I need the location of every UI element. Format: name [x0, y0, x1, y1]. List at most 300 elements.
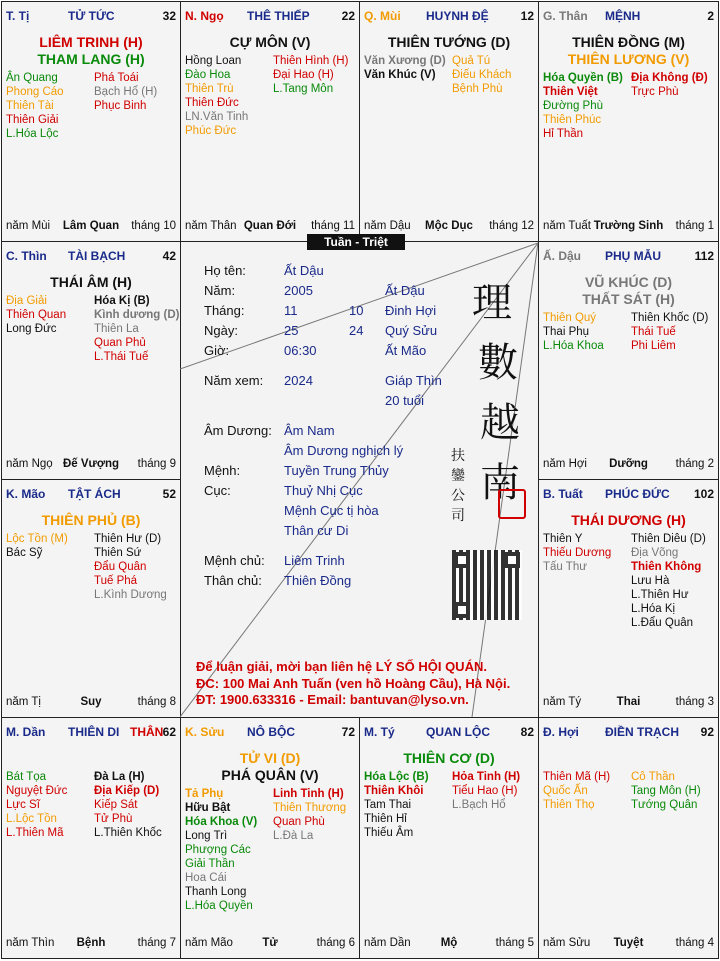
- star-item: Thiếu Dương: [543, 547, 612, 559]
- star-item: Bát Tọa: [6, 771, 47, 783]
- seal-char-4: 南: [480, 460, 520, 506]
- main-stars: [360, 750, 538, 767]
- nam-canchi: Ất Dậu: [385, 283, 425, 298]
- center-info-panel: [180, 241, 538, 717]
- palace-month: tháng 4: [675, 937, 714, 949]
- star-item: Đẩu Quân: [94, 561, 147, 573]
- palace-name: TỬ TỨC: [68, 9, 115, 23]
- star-item: Tiểu Hao (H): [452, 785, 518, 797]
- palace-year: năm Tuất: [543, 220, 591, 232]
- main-stars: [539, 274, 718, 308]
- tuoi-value: 20 tuổi: [385, 393, 425, 408]
- right-star-list: [631, 311, 708, 353]
- palace-header: [6, 9, 176, 25]
- star-item: Địa Giải: [6, 295, 47, 307]
- tuan-triet-label: Tuần - Triệt: [307, 234, 405, 250]
- palace-year: năm Thân: [185, 220, 237, 232]
- palace-header: [6, 249, 176, 265]
- main-stars: [539, 34, 718, 68]
- palace-footer: [6, 696, 176, 710]
- palace-mao: [1, 479, 181, 718]
- star-item: Điếu Khách: [452, 69, 512, 81]
- palace-branch: Đ. Hợi: [543, 725, 579, 739]
- palace-year: năm Ngọ: [6, 458, 53, 470]
- nam-xem-label: Năm xem:: [204, 373, 264, 388]
- star-item: Quan Phủ: [94, 337, 146, 349]
- right-star-list: [452, 770, 520, 812]
- palace-name: NÔ BỘC: [247, 725, 295, 739]
- red-stamp-icon: [498, 489, 526, 519]
- main-stars: [181, 34, 359, 51]
- thang-canchi: Đinh Hợi: [385, 303, 437, 318]
- palace-trang-sinh: Quan Đới: [243, 220, 297, 232]
- gio-label: Giờ:: [204, 343, 230, 358]
- right-star-list: [94, 532, 167, 602]
- palace-than-marker: THÂN: [130, 725, 164, 739]
- star-item: L.Hóa Kị: [631, 603, 676, 615]
- main-star: VŨ KHÚC (D): [584, 274, 673, 290]
- star-item: Phong Cáo: [6, 86, 64, 98]
- main-stars: [360, 34, 538, 51]
- palace-footer: [543, 937, 714, 951]
- left-star-list: [6, 770, 67, 840]
- left-star-list: [185, 54, 248, 138]
- star-item: Địa Võng: [631, 547, 679, 559]
- palace-name: TÀI BẠCH: [68, 249, 126, 263]
- palace-tuat: [538, 479, 719, 718]
- star-item: Quả Tú: [452, 55, 491, 67]
- palace-mui: [359, 1, 539, 242]
- palace-age-number: 62: [162, 725, 176, 739]
- gio-value: 06:30: [284, 343, 317, 358]
- main-stars: [539, 512, 718, 529]
- star-item: Thanh Long: [185, 886, 247, 898]
- palace-name: PHÚC ĐỨC: [605, 487, 670, 501]
- am-duong-value: Âm Nam: [284, 423, 335, 438]
- left-star-list: [543, 532, 611, 574]
- brand-char-4: 司: [451, 508, 465, 524]
- star-item: Hồng Loan: [185, 55, 242, 67]
- main-star: THIÊN LƯƠNG (V): [567, 51, 690, 67]
- star-item: Thiên Hư (D): [94, 533, 162, 545]
- seal-char-1: 理: [472, 280, 512, 326]
- left-star-list: [364, 54, 446, 82]
- star-item: Linh Tinh (H): [273, 788, 344, 800]
- star-item: L.Thiên Mã: [6, 827, 64, 839]
- right-star-list: [631, 532, 706, 630]
- palace-age-number: 52: [162, 487, 176, 501]
- horoscope-chart: [1, 1, 719, 959]
- star-item: Thiên Thương: [273, 802, 347, 814]
- palace-footer: [6, 220, 176, 234]
- palace-age-number: 72: [341, 725, 355, 739]
- menh-label: Mệnh:: [204, 463, 241, 478]
- star-item: Đại Hao (H): [273, 69, 334, 81]
- star-item: L.Đẩu Quân: [631, 617, 694, 629]
- palace-hoi: [538, 717, 719, 959]
- right-star-list: [631, 71, 708, 99]
- palace-age-number: 42: [162, 249, 176, 263]
- star-item: Tả Phụ: [185, 788, 224, 800]
- star-item: Thiên Giải: [6, 114, 59, 126]
- palace-footer: [543, 458, 714, 472]
- palace-header: [543, 9, 714, 25]
- palace-header: [364, 9, 534, 25]
- palace-trang-sinh: Lâm Quan: [62, 220, 120, 232]
- palace-trang-sinh: Đế Vượng: [62, 458, 120, 470]
- star-item: L.Thiên Hư: [631, 589, 689, 601]
- main-star: LIÊM TRINH (H): [39, 34, 143, 50]
- star-item: Thiên La: [94, 323, 139, 335]
- palace-dau: [538, 241, 719, 480]
- star-item: Văn Xương (D): [364, 55, 446, 67]
- palace-footer: [185, 937, 355, 951]
- main-stars: [2, 512, 180, 529]
- star-item: Thiên Tài: [6, 100, 54, 112]
- star-item: Giải Thần: [185, 858, 235, 870]
- palace-footer: [543, 220, 714, 234]
- left-star-list: [185, 787, 257, 913]
- star-item: Đà La (H): [94, 771, 145, 783]
- palace-header: [543, 725, 714, 741]
- palace-trang-sinh: Trường Sinh: [593, 220, 664, 232]
- star-item: Quốc Ấn: [543, 785, 588, 797]
- palace-branch: C. Thìn: [6, 249, 47, 263]
- am-duong-note: Âm Dương nghịch lý: [284, 443, 404, 458]
- star-item: LN.Văn Tinh: [185, 111, 249, 123]
- palace-footer: [6, 937, 176, 951]
- star-item: Thiên Trù: [185, 83, 234, 95]
- ngay-solar: 25: [284, 323, 299, 338]
- palace-name: MỆNH: [605, 9, 641, 23]
- palace-age-number: 2: [707, 9, 714, 23]
- nam-label: Năm:: [204, 283, 236, 298]
- star-item: L.Hóa Quyền: [185, 900, 253, 912]
- palace-year: năm Tị: [6, 696, 41, 708]
- menh-chu-label: Mệnh chủ:: [204, 553, 265, 568]
- palace-header: [543, 487, 714, 503]
- seal-char-2: 數: [478, 340, 518, 386]
- palace-footer: [6, 458, 176, 472]
- palace-year: năm Dần: [364, 937, 411, 949]
- right-star-list: [452, 54, 511, 96]
- star-item: Phúc Đức: [185, 125, 237, 137]
- star-item: Địa Kiếp (D): [94, 785, 160, 797]
- palace-branch: M. Tý: [364, 725, 395, 739]
- star-item: L.Đà La: [273, 830, 314, 842]
- palace-trang-sinh: Mộ: [440, 937, 458, 949]
- star-item: L.Hóa Khoa: [543, 340, 604, 352]
- star-item: Hóa Kị (B): [94, 295, 150, 307]
- nam-xem-canchi: Giáp Thìn: [385, 373, 442, 388]
- palace-header: [364, 725, 534, 741]
- star-item: Lực Sĩ: [6, 799, 40, 811]
- star-item: Văn Khúc (V): [364, 69, 436, 81]
- star-item: Lưu Hà: [631, 575, 670, 587]
- right-star-list: [94, 71, 157, 113]
- star-item: Thiên Phúc: [543, 114, 602, 126]
- star-item: Tướng Quân: [631, 799, 698, 811]
- star-item: Long Đức: [6, 323, 57, 335]
- star-item: Thiên Y: [543, 533, 583, 545]
- brand-small-text: [451, 446, 467, 526]
- main-stars: [2, 274, 180, 291]
- ngay-lunar: 24: [349, 323, 364, 338]
- right-star-list: [273, 787, 346, 843]
- star-item: L.Tang Môn: [273, 83, 334, 95]
- gio-canchi: Ất Mão: [385, 343, 427, 358]
- thang-label: Tháng:: [204, 303, 245, 318]
- thang-solar: 11: [284, 303, 298, 318]
- cuc-note-2: Thân cư Di: [284, 523, 349, 538]
- star-item: Bạch Hổ (H): [94, 86, 158, 98]
- star-item: Thiên Hình (H): [273, 55, 349, 67]
- star-item: Thiên Việt: [543, 86, 598, 98]
- star-item: L.Lộc Tồn: [6, 813, 57, 825]
- ngay-canchi: Quý Sửu: [385, 323, 438, 338]
- star-item: Hoa Cái: [185, 872, 227, 884]
- palace-year: năm Sửu: [543, 937, 591, 949]
- contact-line-3: ĐT: 1900.633316 - Email: bantuvan@lyso.vn.: [196, 692, 469, 707]
- palace-name: PHỤ MẪU: [605, 249, 661, 263]
- palace-trang-sinh: Suy: [80, 696, 102, 708]
- palace-month: tháng 7: [137, 937, 176, 949]
- star-item: Bác Sỹ: [6, 547, 43, 559]
- palace-branch: Q. Mùi: [364, 9, 401, 23]
- star-item: Thiên Diêu (D): [631, 533, 706, 545]
- star-item: L.Thiên Khốc: [94, 827, 162, 839]
- palace-branch: K. Mão: [6, 487, 46, 501]
- palace-header: [6, 487, 176, 503]
- palace-name: QUAN LỘC: [426, 725, 490, 739]
- palace-name: ĐIỀN TRẠCH: [605, 725, 679, 739]
- palace-month: tháng 2: [675, 458, 714, 470]
- palace-ngo: [180, 1, 360, 242]
- star-item: Phi Liêm: [631, 340, 676, 352]
- palace-ti: [1, 1, 181, 242]
- star-item: Thiên Đức: [185, 97, 239, 109]
- star-item: Tam Thai: [364, 799, 412, 811]
- star-item: Kình dương (D): [94, 309, 180, 321]
- palace-year: năm Tý: [543, 696, 582, 708]
- star-item: Thiên Quan: [6, 309, 67, 321]
- star-item: Đường Phù: [543, 100, 603, 112]
- contact-line-1: Để luận giải, mời bạn liên hệ LÝ SỐ HỘI QUÁN.: [196, 659, 487, 674]
- right-star-list: [631, 770, 701, 812]
- palace-name: HUYNH ĐỆ: [426, 9, 489, 23]
- star-item: Thiên Mã (H): [543, 771, 611, 783]
- star-item: Thiên Không: [631, 561, 702, 573]
- menh-chu-value: Liêm Trinh: [284, 553, 345, 568]
- star-item: L.Thái Tuế: [94, 351, 149, 363]
- palace-month: tháng 12: [489, 220, 534, 232]
- star-item: L.Kình Dương: [94, 589, 167, 601]
- brand-char-2: 鑾: [451, 468, 465, 484]
- star-item: Hỉ Thần: [543, 128, 584, 140]
- than-chu-label: Thân chủ:: [204, 573, 262, 588]
- palace-month: tháng 9: [137, 458, 176, 470]
- palace-name: TẬT ÁCH: [68, 487, 121, 501]
- ho-ten-value: Ất Dậu: [284, 263, 324, 278]
- star-item: Cô Thần: [631, 771, 675, 783]
- star-item: Hữu Bật: [185, 802, 231, 814]
- star-item: Hóa Khoa (V): [185, 816, 258, 828]
- brand-char-3: 公: [451, 488, 465, 504]
- cuc-label: Cục:: [204, 483, 231, 498]
- palace-age-number: 32: [162, 9, 176, 23]
- palace-age-number: 22: [341, 9, 355, 23]
- palace-header: [185, 9, 355, 25]
- star-item: Thiên Hỉ: [364, 813, 407, 825]
- palace-footer: [364, 220, 534, 234]
- main-star: TỬ VI (D): [239, 750, 301, 766]
- palace-year: năm Mùi: [6, 220, 51, 232]
- cuc-note-1: Mệnh Cục tị hòa: [284, 503, 379, 518]
- palace-year: năm Thìn: [6, 937, 55, 949]
- star-item: Ân Quang: [6, 72, 58, 84]
- palace-dan: [1, 717, 181, 959]
- star-item: Lộc Tồn (M): [6, 533, 68, 545]
- brand-char-1: 扶: [451, 448, 465, 464]
- nam-xem-value: 2024: [284, 373, 313, 388]
- main-star: THIÊN PHỦ (B): [41, 512, 141, 528]
- main-star: THIÊN CƠ (D): [403, 750, 495, 766]
- main-star: THIÊN TƯỚNG (D): [387, 34, 511, 50]
- star-item: Quan Phù: [273, 816, 325, 828]
- star-item: L.Hóa Lộc: [6, 128, 59, 140]
- contact-line-2: ĐC: 100 Mai Anh Tuấn (ven hồ Hoàng Cầu), Hà Nội.: [196, 676, 511, 691]
- star-item: Tuế Phá: [94, 575, 138, 587]
- main-stars: [2, 34, 180, 68]
- palace-branch: T. Tị: [6, 9, 30, 23]
- star-item: Thiếu Âm: [364, 827, 414, 839]
- palace-suu: [180, 717, 360, 959]
- main-star: THÁI DƯƠNG (H): [571, 512, 686, 528]
- palace-year: năm Hợi: [543, 458, 587, 470]
- palace-branch: Ấ. Dậu: [543, 249, 582, 263]
- palace-month: tháng 11: [311, 220, 355, 232]
- than-chu-value: Thiên Đồng: [284, 573, 352, 588]
- qr-code-icon[interactable]: [452, 550, 522, 620]
- palace-month: tháng 6: [316, 937, 355, 949]
- palace-branch: K. Sửu: [185, 725, 225, 739]
- star-item: Địa Không (Đ): [631, 72, 708, 84]
- palace-trang-sinh: Dưỡng: [609, 458, 648, 470]
- ho-ten-label: Họ tên:: [204, 263, 246, 278]
- star-item: Thiên Thọ: [543, 799, 595, 811]
- left-star-list: [543, 71, 623, 141]
- star-item: Hóa Lộc (B): [364, 771, 429, 783]
- palace-branch: G. Thân: [543, 9, 588, 23]
- palace-ty: [359, 717, 539, 959]
- palace-year: năm Dậu: [364, 220, 411, 232]
- menh-value: Tuyền Trung Thủy: [284, 463, 389, 478]
- palace-branch: M. Dần: [6, 725, 46, 739]
- palace-thin: [1, 241, 181, 480]
- palace-branch: B. Tuất: [543, 487, 583, 501]
- left-star-list: [364, 770, 429, 840]
- nam-value: 2005: [284, 283, 313, 298]
- palace-footer: [543, 696, 714, 710]
- star-item: Thiên Khốc (D): [631, 312, 709, 324]
- star-item: Long Trì: [185, 830, 228, 842]
- right-star-list: [273, 54, 348, 96]
- palace-age-number: 92: [700, 725, 714, 739]
- star-item: Phá Toái: [94, 72, 139, 84]
- palace-footer: [364, 937, 534, 951]
- star-item: Hỏa Tinh (H): [452, 771, 521, 783]
- palace-year: năm Mão: [185, 937, 233, 949]
- left-star-list: [6, 532, 68, 560]
- palace-month: tháng 10: [131, 220, 176, 232]
- palace-age-number: 102: [693, 487, 714, 501]
- palace-branch: N. Ngọ: [185, 9, 224, 23]
- am-duong-label: Âm Dương:: [204, 423, 272, 438]
- left-star-list: [6, 294, 66, 336]
- palace-month: tháng 3: [675, 696, 714, 708]
- palace-trang-sinh: Tử: [262, 937, 278, 949]
- star-item: Tấu Thư: [543, 561, 587, 573]
- main-star: THAM LANG (H): [37, 51, 145, 67]
- star-item: Tử Phù: [94, 813, 133, 825]
- palace-month: tháng 5: [495, 937, 534, 949]
- palace-name: THÊ THIẾP: [247, 9, 310, 23]
- left-star-list: [543, 311, 604, 353]
- left-star-list: [543, 770, 610, 812]
- star-item: Thiên Quý: [543, 312, 597, 324]
- palace-than: [538, 1, 719, 242]
- palace-header: [543, 249, 714, 265]
- right-star-list: [94, 770, 162, 840]
- main-star: THIÊN ĐỒNG (M): [572, 34, 685, 50]
- star-item: Trực Phù: [631, 86, 679, 98]
- thang-lunar: 10: [349, 303, 364, 318]
- palace-age-number: 12: [520, 9, 534, 23]
- main-star: PHÁ QUÂN (V): [221, 767, 319, 783]
- right-star-list: [94, 294, 179, 364]
- main-star: CỰ MÔN (V): [229, 34, 311, 50]
- star-item: L.Bạch Hổ: [452, 799, 506, 811]
- star-item: Tang Môn (H): [631, 785, 701, 797]
- seal-char-3: 越: [480, 400, 520, 446]
- star-item: Đào Hoa: [185, 69, 231, 81]
- star-item: Thiên Khôi: [364, 785, 424, 797]
- main-stars: [181, 750, 359, 784]
- palace-footer: [185, 220, 355, 234]
- palace-month: tháng 8: [137, 696, 176, 708]
- main-star: THẤT SÁT (H): [582, 291, 675, 307]
- star-item: Nguyệt Đức: [6, 785, 68, 797]
- star-item: Thai Phụ: [543, 326, 590, 338]
- palace-trang-sinh: Mộc Dục: [425, 220, 473, 232]
- palace-trang-sinh: Bệnh: [76, 937, 106, 949]
- palace-month: tháng 1: [675, 220, 714, 232]
- cuc-value: Thuỷ Nhị Cục: [284, 483, 363, 498]
- star-item: Phục Binh: [94, 100, 147, 112]
- palace-name: THIÊN DI: [68, 725, 120, 739]
- palace-age-number: 82: [520, 725, 534, 739]
- ngay-label: Ngày:: [204, 323, 238, 338]
- star-item: Phượng Các: [185, 844, 251, 856]
- palace-trang-sinh: Tuyệt: [613, 937, 644, 949]
- left-star-list: [6, 71, 64, 141]
- star-item: Thái Tuế: [631, 326, 676, 338]
- star-item: Hóa Quyền (B): [543, 72, 623, 84]
- star-item: Kiếp Sát: [94, 799, 138, 811]
- palace-age-number: 112: [694, 249, 714, 263]
- star-item: Thiên Sứ: [94, 547, 142, 559]
- palace-trang-sinh: Thai: [616, 696, 641, 708]
